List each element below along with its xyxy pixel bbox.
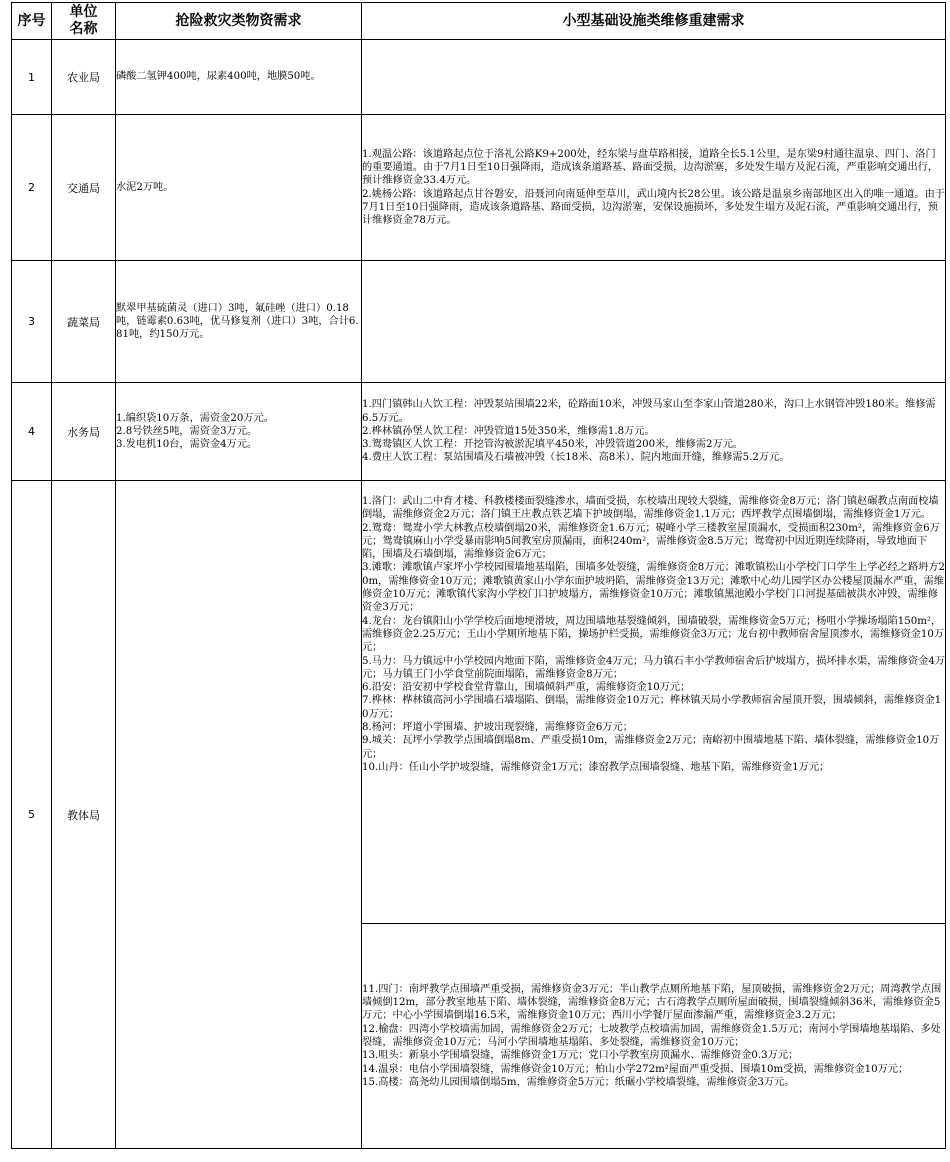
row-infrastructure-empty (362, 40, 946, 115)
table-row (12, 261, 946, 383)
infra-item: 13.咀头：新泉小学围墙裂缝，需维修资金1万元；党口小学教室房顶漏水、需维修资金0.3万元； (362, 1050, 799, 1062)
infra-item: 15.高楼：高尧幼儿园围墙倒塌5m，需维修资金5万元；纸碾小学校墙裂缝，需维修资金3万元。 (362, 1076, 795, 1088)
row-unit: 交通局 (52, 115, 116, 261)
infra-item: 2.桦林镇孙堡人饮工程：冲毁管道15处350米，维修需1.8万元。 (362, 425, 655, 437)
infra-item: 1.四门镇韩山人饮工程：冲毁泵站围墙22米，砼路面10米，冲毁马家山至李家山管道280米，沟口上水钢管冲毁180米。维修需6.5万元。 (362, 399, 936, 424)
infra-item: 5.马力：马力镇远中小学校园内地面下陷，需维修资金4万元；马力镇石丰小学教师宿舍后护坡塌方，损坏排水渠，需维修资金4万元；马力镇王门小学食堂前院面塌陷，需维修资金8万元； (362, 655, 945, 680)
infra-item: 7.桦林：桦林镇高河小学围墙石墙塌陷、倒塌，需维修资金10万元；桦林镇天局小学教师宿舍屋顶开裂，围墙倾斜，需维修资金10万元； (362, 695, 942, 720)
infra-item: 2.鸳鸯：鸳鸯小学大林教点校墙倒塌20米，需维修资金1.6万元；硯峰小学三楼教室屋顶漏水，受损面积230m²，需维修资金6万元；鸳鸯镇麻山小学受暴雨影响5间教室房顶漏雨，面积240m²，需维修资金8.5万元；鸳鸯初中因近期连续降雨，导致地面下陷，围墙及石墙倒塌，需维修资金6万元； (362, 522, 940, 561)
header-infrastructure: 小型基础设施类维修重建需求 (362, 3, 946, 40)
row-infrastructure-part1 (362, 481, 946, 924)
table-row (12, 115, 946, 261)
requirements-table (11, 2, 946, 1149)
infra-item: 9.城关：瓦坪小学教学点围墙倒塌8m、严重受损10m，需维修资金2万元；南峪初中围墙地基下陷、墙体裂缝，需维修资金10万元； (362, 735, 940, 760)
header-seq: 序号 (12, 3, 52, 40)
row-unit: 水务局 (52, 383, 116, 481)
infra-item: 3.滩歌：滩歌镇卢家坪小学校园围墙地基塌陷，围墙多处裂缝，需维修资金8万元；滩歌镇松山小学校门口学生上学必经之路坍方20m，需维修资金10万元；滩歌镇黄家山小学东面护坡坍陷，需维修资金13万元；滩歌中心幼儿园学区办公楼屋顶漏水严重，需维修资金10万元；滩歌镇代家沟小学校门口护坡塌方，需维修资金10万元；滩歌镇黑池殿小学校门口河提基础被洪水冲毁，需维修资金3万元； (362, 562, 945, 614)
infra-item: 3.鸳鸯镇区人饮工程：开挖管沟被淤泥填平450米，冲毁管道200米，维修需2万元。 (362, 439, 744, 451)
material-item: 1.编织袋10万条，需资金20万元。 (116, 412, 274, 424)
infra-item: 4.龙台：龙台镇阳山小学学校后面地埂滑坡，周边围墙地基裂缝倾斜，围墙破裂，需维修资金5万元；杨咀小学操场塌陷150m²，需维修资金2.25万元；王山小学厕所地基下陷，操场护栏受损，需维修资金3万元；龙台初中教师宿舍屋顶渗水，需维修资金10万元； (362, 615, 945, 654)
infra-item: 8.杨河：坪道小学围墙、护坡出现裂缝，需维修资金6万元； (362, 722, 633, 734)
row-materials: 水泥2万吨。 (116, 115, 362, 261)
material-item: 3.发电机10台，需资金4万元。 (116, 439, 258, 451)
row-materials-empty (116, 481, 362, 1149)
row-materials (116, 383, 362, 481)
infra-item: 1.观温公路：该道路起点位于洛礼公路K9+200处，经东梁与盘草路相接，道路全长5.1公里，是东梁9村通往温泉、四门、洛门的重要通道。由于7月1日至10日强降雨，造成该条道路基、路面受损，边沟淤塞，多处发生塌方及泥石流，严重影响交通出行，预计维修资金33.4万元。 (362, 148, 939, 187)
infra-item: 1.洛门：武山二中育才楼、科教楼楼面裂缝渗水，墙面受损，东校墙出现较大裂缝，需维修资金8万元；洛门镇赵碾教点南面校墙倒塌，需维修资金2万元；洛门镇王庄教点铁艺墙下护坡倒塌，需维修资金1.1万元；西坪教学点围墙倒塌，需维修资金1万元。 (362, 496, 939, 521)
header-unit-text: 单位名称 (69, 4, 98, 37)
table-row (12, 481, 946, 924)
row-seq: 2 (12, 115, 52, 261)
header-row (12, 3, 946, 40)
row-seq: 4 (12, 383, 52, 481)
infra-item: 6.沿安：沿安初中学校食堂背靠山，围墙倾斜严重，需维修资金10万元； (362, 682, 691, 694)
row-unit: 教体局 (52, 481, 116, 1149)
infra-item: 14.温泉：电信小学围墙裂缝，需维修资金10万元；柏山小学272m²屋面严重受损、围墙10m受损，需维修资金10万元； (362, 1063, 909, 1075)
table-row (12, 40, 946, 115)
row-materials: 磷酸二氢钾400吨，尿素400吨，地膜50吨。 (116, 40, 362, 115)
row-unit: 蔬菜局 (52, 261, 116, 383)
row-infrastructure-part2 (362, 924, 946, 1149)
infra-item: 11.四门：南坪教学点围墙严重受损，需维修资金3万元；半山教学点厕所地基下陷，屋顶破损，需维修资金2万元；周湾教学点围墙倾倒12m，部分教室地基下陷、墙体裂缝，需维修资金8万元；古石湾教学点厕所屋面破损，围墙裂缝倾斜36米，需维修资金5万元；中心小学围墙倒塌16.5米，需维修资金10万元；西川小学餐厅屋面渗漏严重，需维修资金3.2万元； (362, 983, 942, 1022)
infra-item: 10.山丹：任山小学护坡裂缝，需维修资金1万元；漆窑教学点围墙裂缝、地基下陷，需维修资金1万元； (362, 761, 830, 773)
row-infrastructure (362, 383, 946, 481)
row-infrastructure (362, 115, 946, 261)
row-seq: 5 (12, 481, 52, 1149)
infra-item: 2.姚杨公路：该道路起点甘谷磐安，沿聂河向南延伸至草川，武山境内长28公里。该公路是温泉乡南部地区出入的唯一通道。由于7月1日至10日强降雨，造成该条道路基、路面受损，边沟淤塞，安保设施损坏，多处发生塌方及泥石流，严重影响交通出行，预计维修资金78万元。 (362, 188, 945, 227)
header-unit (52, 3, 116, 40)
material-item: 2.8号铁丝5吨，需资金3万元。 (116, 425, 258, 437)
infra-item: 12.榆盘：四湾小学校墙需加固，需维修资金2万元；七坡教学点校墙需加固，需维修资金1.5万元；南河小学围墙地基塌陷、多处裂缝，需维修资金10万元；马河小学围墙地基塌陷、多处裂缝，需维修资金10万元； (362, 1023, 941, 1048)
row-seq: 3 (12, 261, 52, 383)
infra-item: 4.费庄人饮工程：泵站围墙及石墙被冲毁（长18米、高8米）、院内地面开缝，维修需5.2万元。 (362, 452, 790, 464)
table-row (12, 383, 946, 481)
row-infrastructure-empty (362, 261, 946, 383)
row-seq: 1 (12, 40, 52, 115)
row-materials: 默翠甲基硫菌灵（进口）3吨，氟硅唑（进口）0.18吨，链霉素0.63吨，优马修复剂（进口）3吨，合计6.81吨，约150万元。 (116, 261, 362, 383)
header-materials: 抢险救灾类物资需求 (116, 3, 362, 40)
row-unit: 农业局 (52, 40, 116, 115)
